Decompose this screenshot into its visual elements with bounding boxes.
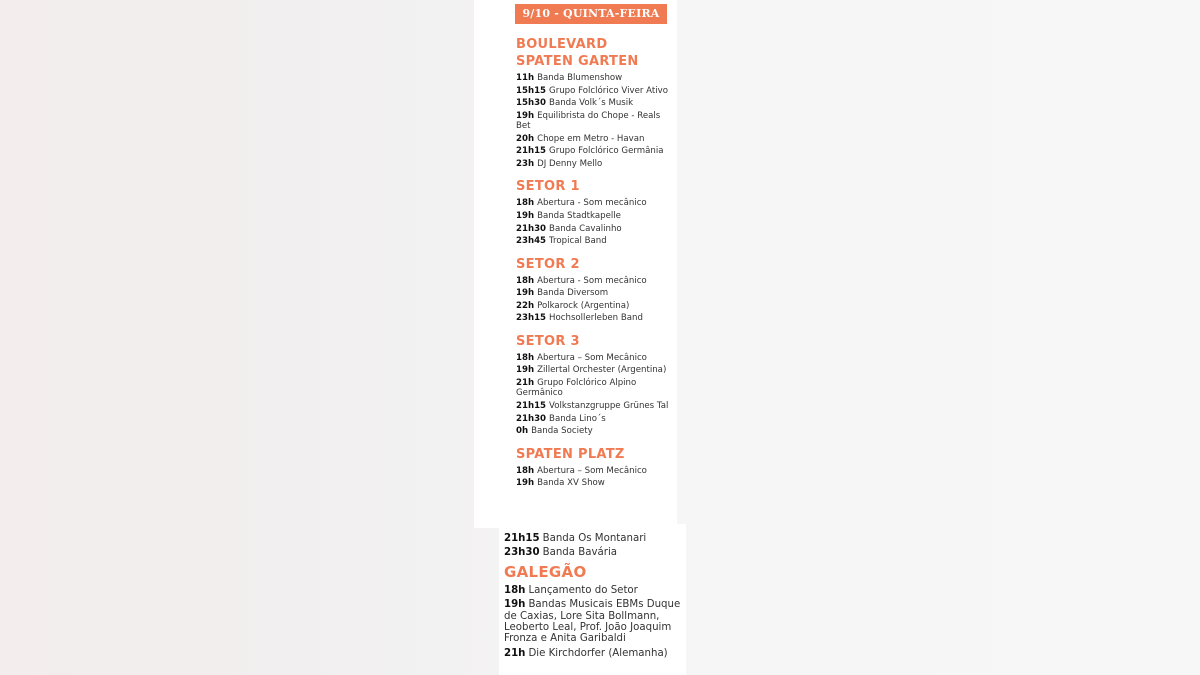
schedule-item <box>504 648 682 659</box>
schedule-event: Bandas Musicais EBMs Duque de Caxias, Lore Sita Bollmann, Leoberto Leal, Prof. João Joaquim Fronza e Anita Garibaldi <box>504 599 681 645</box>
schedule-column-top <box>516 36 674 498</box>
schedule-item <box>516 86 674 96</box>
schedule-time: 19h <box>516 110 535 121</box>
schedule-time: 15h30 <box>516 98 547 109</box>
schedule-item <box>504 599 682 645</box>
schedule-list <box>516 466 674 489</box>
schedule-time: 23h15 <box>516 313 547 324</box>
schedule-event: Banda Bavária <box>542 547 618 559</box>
schedule-time: 0h <box>516 426 529 437</box>
schedule-list <box>516 353 674 437</box>
schedule-time: 21h <box>516 377 535 388</box>
schedule-list <box>516 73 674 169</box>
venue-section <box>516 333 674 437</box>
venue-title: GALEGÃO <box>504 562 587 581</box>
schedule-event: Banda Blumenshow <box>537 73 623 83</box>
schedule-time: 23h45 <box>516 236 547 247</box>
schedule-event: Chope em Metro - Havan <box>537 133 645 144</box>
schedule-time: 19h <box>516 288 535 299</box>
schedule-time: 21h30 <box>516 223 547 234</box>
schedule-item <box>516 236 674 246</box>
schedule-continuation <box>504 533 682 559</box>
schedule-time: 15h15 <box>516 85 547 96</box>
schedule-event: Banda Os Montanari <box>542 533 647 544</box>
venue-title: SETOR 3 <box>516 333 580 349</box>
schedule-time: 20h <box>516 133 535 144</box>
schedule-event: Grupo Folclórico Alpino Germânico <box>516 377 637 399</box>
schedule-event: Banda Lino´s <box>549 413 606 424</box>
schedule-event: Zillertal Orchester (Argentina) <box>537 365 667 376</box>
schedule-item <box>516 198 674 208</box>
schedule-time: 19h <box>516 365 535 376</box>
schedule-event: Lançamento do Setor <box>528 584 638 596</box>
schedule-item <box>516 146 674 156</box>
schedule-item <box>504 585 682 596</box>
schedule-item <box>516 313 674 323</box>
schedule-time: 21h <box>504 647 526 659</box>
schedule-event: Banda Cavalinho <box>549 223 622 234</box>
schedule-item <box>516 276 674 286</box>
venue-section <box>516 36 674 169</box>
venue-section <box>516 446 674 489</box>
schedule-event: Banda Society <box>531 426 593 437</box>
schedule-event: Grupo Folclórico Viver Ativo <box>549 85 668 96</box>
schedule-time: 18h <box>516 352 535 363</box>
schedule-event: Banda XV Show <box>537 478 605 489</box>
schedule-item <box>516 401 674 411</box>
schedule-time: 18h <box>516 465 535 476</box>
schedule-item <box>516 134 674 144</box>
schedule-item <box>516 224 674 234</box>
schedule-event: Grupo Folclórico Germânia <box>549 146 664 157</box>
schedule-item <box>516 111 674 132</box>
schedule-event: Die Kirchdorfer (Alemanha) <box>528 647 668 659</box>
schedule-event: Volkstanzgruppe Grünes Tal <box>549 400 669 411</box>
schedule-time: 18h <box>516 275 535 286</box>
schedule-item <box>504 547 682 558</box>
schedule-list <box>516 276 674 324</box>
schedule-time: 21h30 <box>516 413 547 424</box>
schedule-column-bottom <box>504 533 682 663</box>
venue-section <box>516 178 674 246</box>
schedule-event: Banda Stadtkapelle <box>537 210 621 221</box>
schedule-time: 21h15 <box>516 146 547 157</box>
venue-section <box>516 256 674 324</box>
schedule-time: 23h <box>516 158 535 169</box>
schedule-item <box>516 288 674 298</box>
schedule-event: Equilibrista do Chope - Reals Bet <box>516 110 661 132</box>
schedule-time: 11h <box>516 73 535 83</box>
schedule-time: 22h <box>516 300 535 311</box>
schedule-time: 19h <box>516 210 535 221</box>
schedule-time: 18h <box>504 584 526 596</box>
schedule-time: 21h15 <box>504 533 540 544</box>
schedule-item <box>516 73 674 83</box>
schedule-event: Tropical Band <box>549 236 607 247</box>
schedule-item <box>516 378 674 399</box>
schedule-time: 19h <box>504 599 526 611</box>
schedule-event: Banda Volk´s Musik <box>549 98 634 109</box>
schedule-item <box>516 159 674 169</box>
venue-title: SPATEN PLATZ <box>516 446 625 462</box>
schedule-item <box>516 466 674 476</box>
schedule-event: Abertura – Som Mecânico <box>537 352 647 363</box>
schedule-event: Polkarock (Argentina) <box>537 300 630 311</box>
schedule-event: Abertura - Som mecânico <box>537 275 647 286</box>
venue-title: SPATEN GARTEN <box>516 54 639 69</box>
schedule-event: Abertura – Som Mecânico <box>537 465 647 476</box>
schedule-event: Abertura - Som mecânico <box>537 198 647 209</box>
schedule-list <box>504 585 682 659</box>
schedule-item <box>504 533 682 544</box>
schedule-time: 19h <box>516 478 535 489</box>
schedule-time: 18h <box>516 198 535 209</box>
schedule-event: DJ Denny Mello <box>537 158 603 169</box>
venue-title: BOULEVARD <box>516 37 608 52</box>
schedule-item <box>516 478 674 488</box>
schedule-item <box>516 414 674 424</box>
schedule-event: Hochsollerleben Band <box>549 313 643 324</box>
venue-section <box>504 563 682 659</box>
schedule-item <box>516 426 674 436</box>
schedule-event: Banda Diversom <box>537 288 609 299</box>
schedule-item <box>516 301 674 311</box>
schedule-time: 23h30 <box>504 547 540 559</box>
date-banner: 9/10 - QUINTA-FEIRA <box>515 4 667 24</box>
venue-title: SETOR 2 <box>516 256 580 272</box>
venue-title: SETOR 1 <box>516 179 580 195</box>
schedule-item <box>516 365 674 375</box>
schedule-item <box>516 353 674 363</box>
schedule-list <box>516 198 674 246</box>
schedule-item <box>516 211 674 221</box>
schedule-time: 21h15 <box>516 400 547 411</box>
schedule-item <box>516 98 674 108</box>
